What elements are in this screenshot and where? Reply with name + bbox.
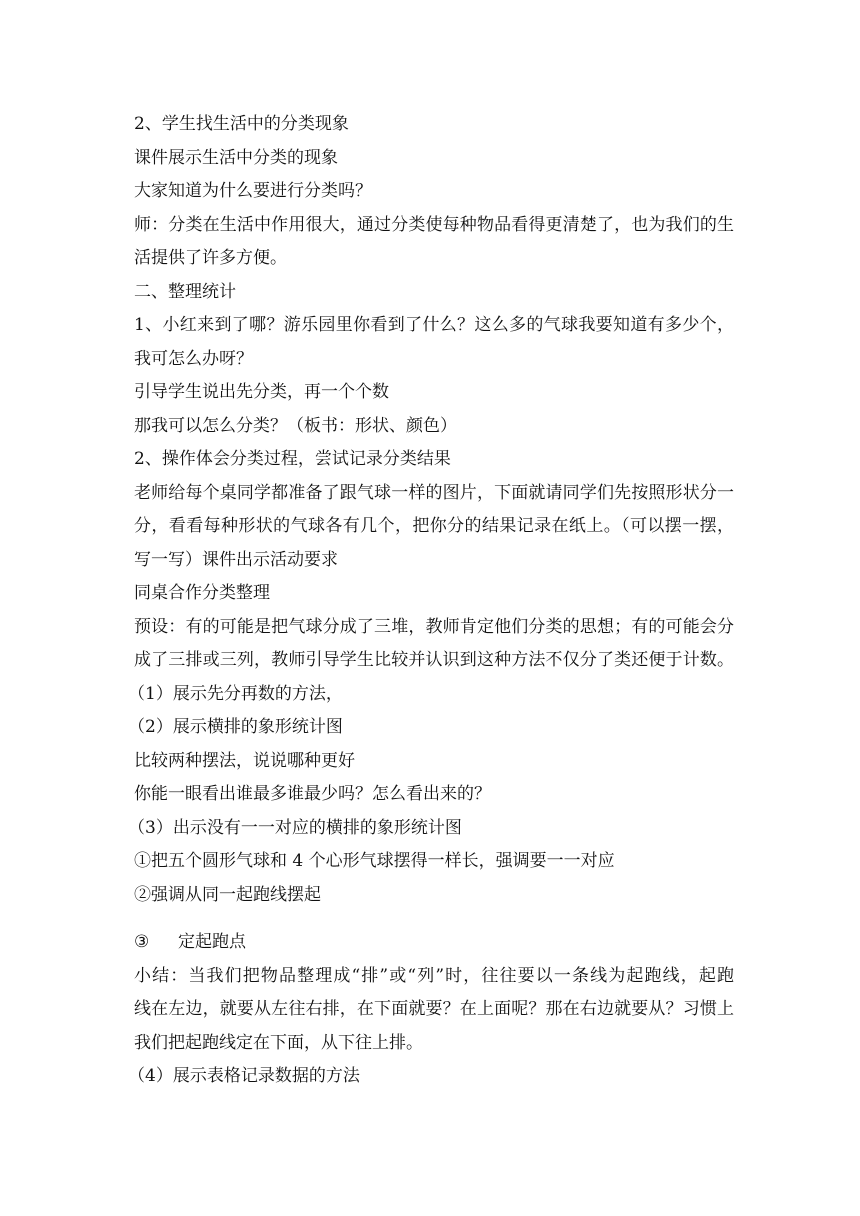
list-marker: ③ xyxy=(134,932,150,952)
text-line: 活提供了许多方便。 xyxy=(134,248,287,268)
text-line: 大家知道为什么要进行分类吗？ xyxy=(134,181,372,201)
numbered-line xyxy=(134,931,734,953)
text-line: 定起跑点 xyxy=(178,932,246,952)
text-line: 引导学生说出先分类，再一个个数 xyxy=(134,382,389,402)
text-line: （3）出示没有一一对应的横排的象形统计图 xyxy=(128,818,462,838)
text-line: 预设：有的可能是把气球分成了三堆，教师肯定他们分类的思想；有的可能会分 xyxy=(134,617,734,637)
text-line: 师：分类在生活中作用很大，通过分类使每种物品看得更清楚了，也为我们的生 xyxy=(134,215,734,235)
text-line: ①把五个圆形气球和 4 个心形气球摆得一样长，强调要一一对应 xyxy=(134,851,615,871)
text-line: （2）展示横排的象形统计图 xyxy=(128,717,343,737)
text-line: 课件展示生活中分类的现象 xyxy=(134,148,338,168)
text-line: 写一写）课件出示活动要求 xyxy=(134,550,338,570)
text-line: 分，看看每种形状的气球各有几个，把你分的结果记录在纸上。（可以摆一摆， xyxy=(134,516,734,536)
text-line: 比较两种摆法，说说哪种更好 xyxy=(134,751,355,771)
text-line: 2、操作体会分类过程，尝试记录分类结果 xyxy=(134,449,451,469)
text-line: （1）展示先分再数的方法， xyxy=(128,684,343,704)
text-line: 老师给每个桌同学都准备了跟气球一样的图片，下面就请同学们先按照形状分一 xyxy=(134,483,734,503)
text-line: 同桌合作分类整理 xyxy=(134,583,270,603)
text-line: 你能一眼看出谁最多谁最少吗？怎么看出来的？ xyxy=(134,784,491,804)
text-line: 2、学生找生活中的分类现象 xyxy=(134,114,349,134)
text-line: （4）展示表格记录数据的方法 xyxy=(128,1066,360,1086)
text-line: 成了三排或三列，教师引导学生比较并认识到这种方法不仅分了类还便于计数。 xyxy=(134,650,734,670)
section-heading: 二、整理统计 xyxy=(134,282,236,302)
text-line: ②强调从同一起跑线摆起 xyxy=(134,885,321,905)
text-line: 1、小红来到了哪？游乐园里你看到了什么？这么多的气球我要知道有多少个， xyxy=(134,315,734,335)
text-line: 我们把起跑线定在下面，从下往上排。 xyxy=(134,1033,423,1053)
text-line: 我可怎么办呀？ xyxy=(134,349,253,369)
text-line: 线在左边，就要从左往右排，在下面就要？在上面呢？那在右边就要从？习惯上 xyxy=(134,999,734,1019)
text-line: 小结：当我们把物品整理成“排”或“列”时，往往要以一条线为起跑线，起跑 xyxy=(134,966,734,986)
text-line: 那我可以怎么分类？（板书：形状、颜色） xyxy=(134,416,457,436)
